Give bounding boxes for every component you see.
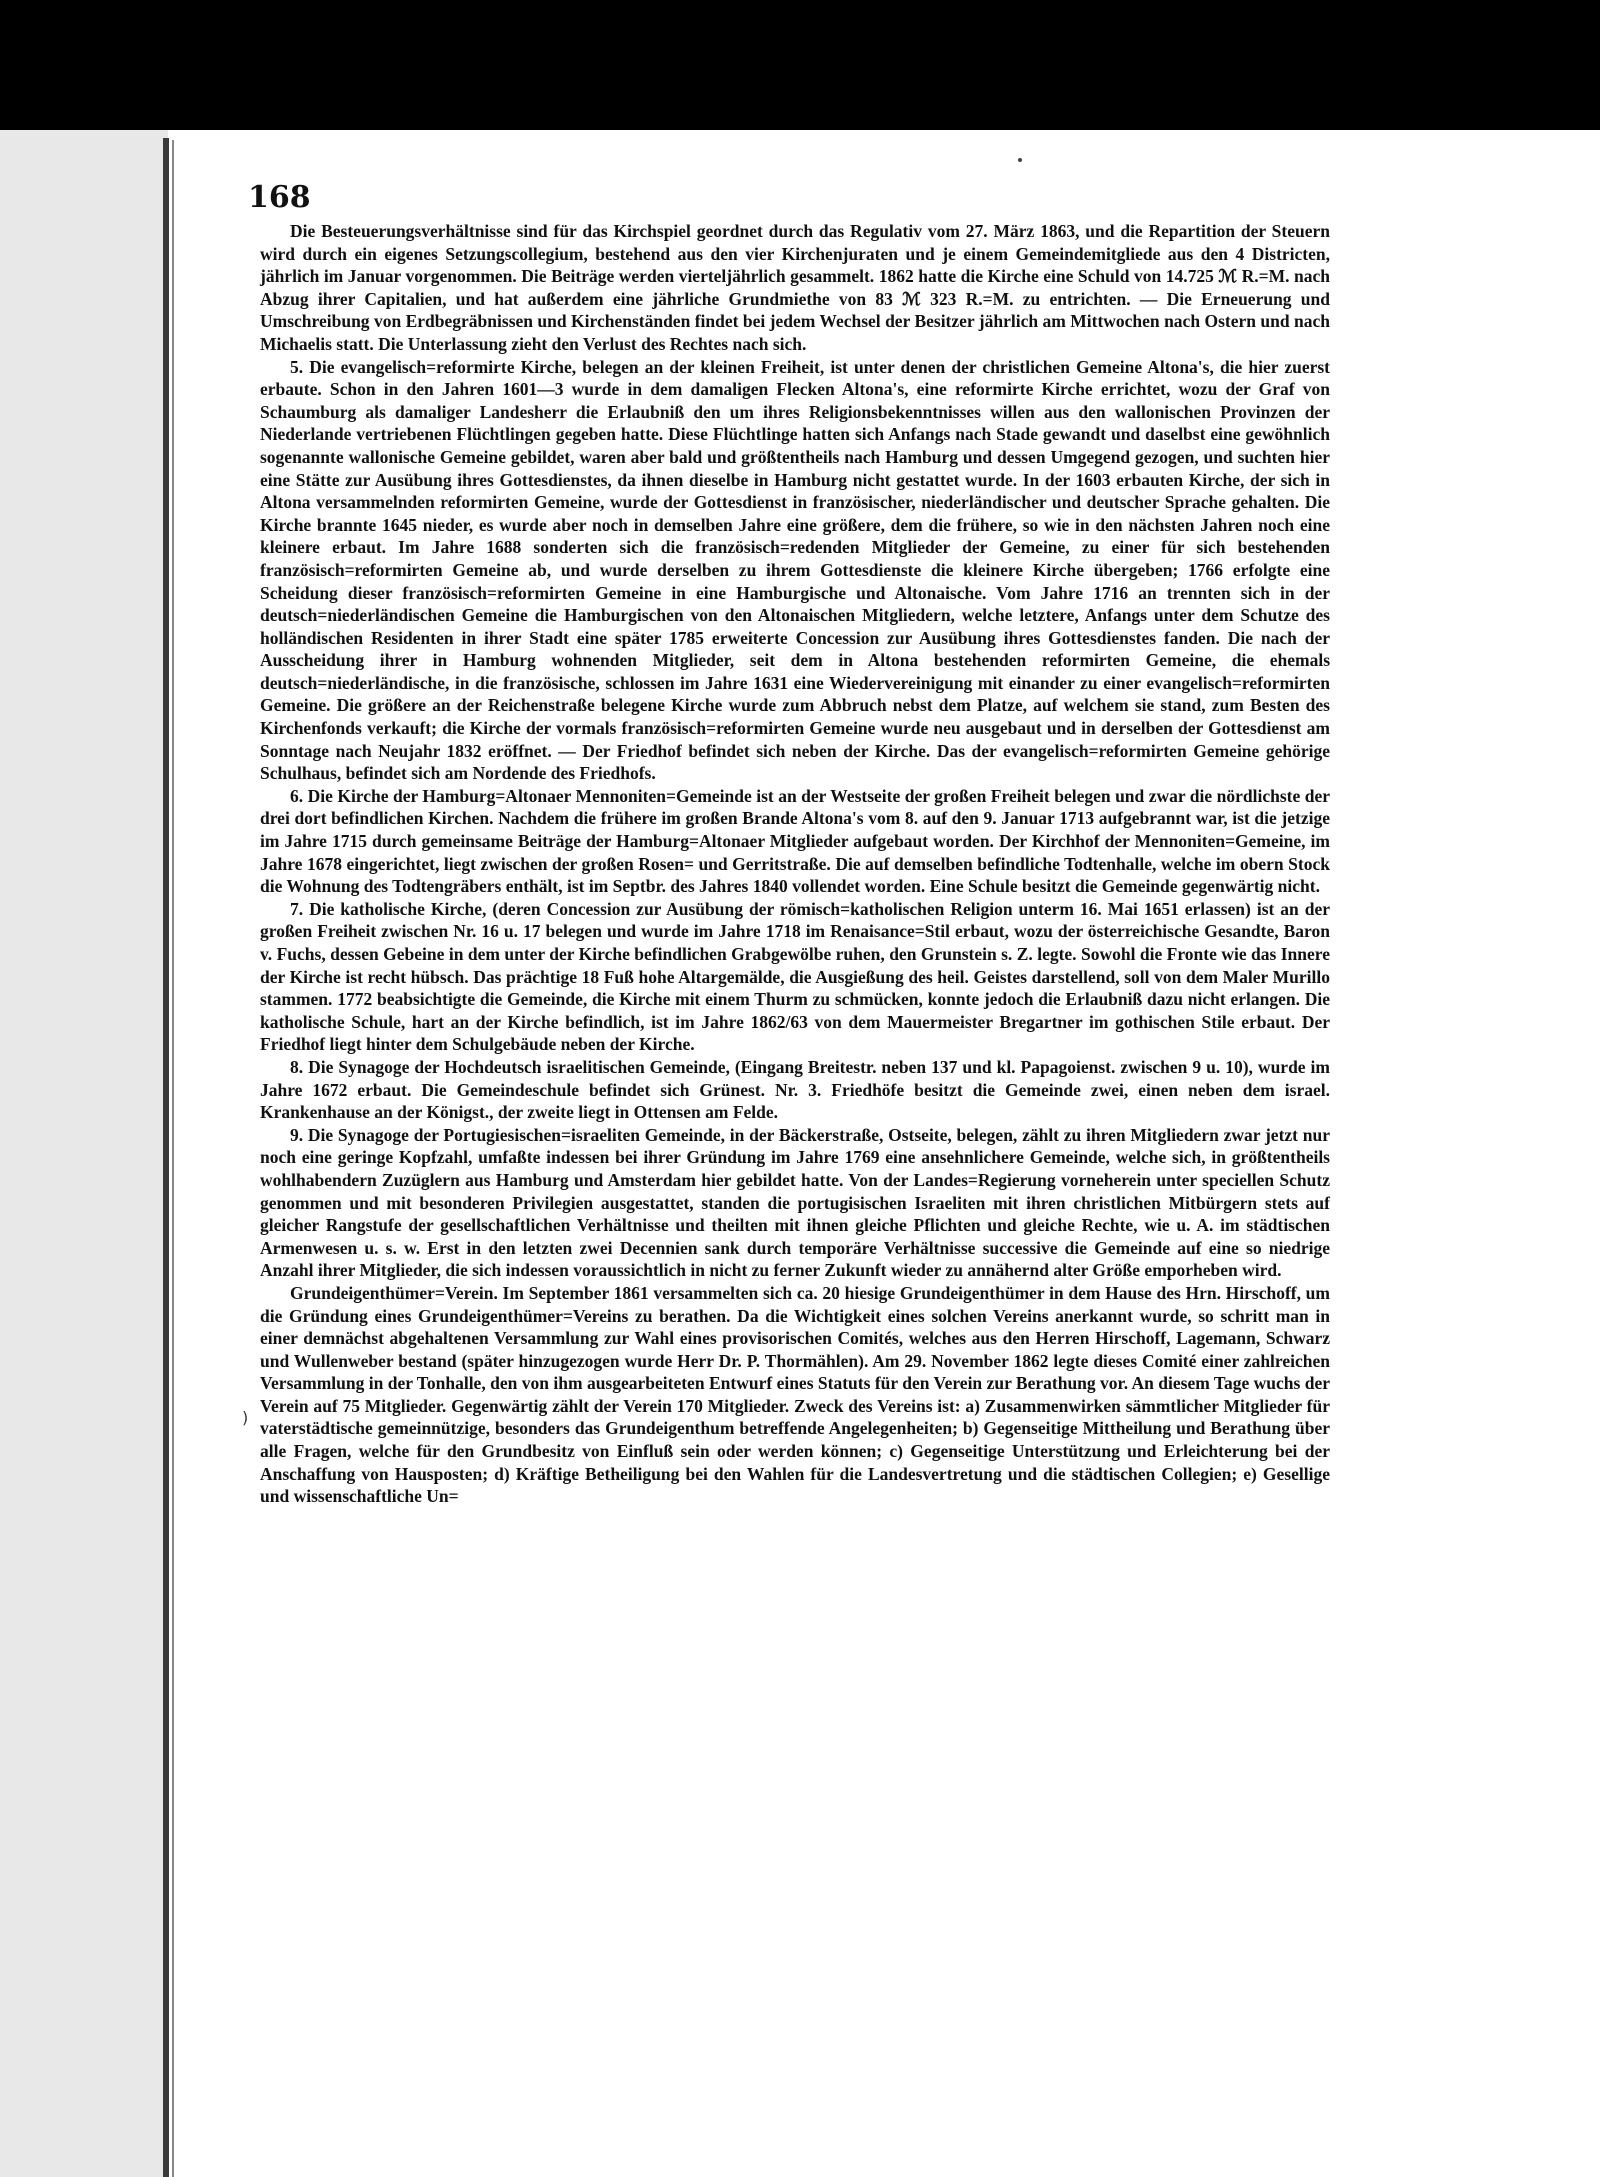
scan-clip: [108, 0, 138, 148]
scan-border-top: [0, 0, 1600, 130]
book-spine-edge-inner: [172, 140, 174, 2177]
book-page: [176, 132, 1600, 2177]
speck: [1018, 158, 1022, 162]
margin-mark: ): [242, 1408, 249, 1427]
paragraph-portuguese-synagogue: 9. Die Synagoge der Portugiesischen=israeliten Gemeinde, in der Bäckerstraße, Ostseite, belegen, zählt zu ihren Mitgliedern zwar jetzt nur noch eine geringe Kopfzahl, umfaßte indessen bei ihrer Gründung im Jahre 1769 eine ansehnlichere Gemeinde, welche sich, in größtentheils wohlhabendern Zuzüglern aus Hamburg und Amsterdam hier gebildet hatte. Von der Landes=Regierung vorneherein unter speciellen Schutz genommen und mit besonderen Privilegien ausgestattet, standen die portugisischen Israeliten mit ihren christlichen Mitbürgern stets auf gleicher Rangstufe der gesellschaftlichen Verhältnisse und theilten mit ihnen gleiche Pflichten und gleiche Rechte, wie u. A. im städtischen Armenwesen u. s. w. Erst in den letzten zwei Decennien sank durch temporäre Verhältnisse successive die Gemeinde auf eine so niedrige Anzahl ihrer Mitglieder, die sich indessen voraussichtlich in nicht zu ferner Zukunft wieder zu annähernd alter Größe emporheben wird.: [260, 1124, 1330, 1281]
paragraph-reformed-church: 5. Die evangelisch=reformirte Kirche, belegen an der kleinen Freiheit, ist unter denen der christlichen Gemeine Altona's, die hier zuerst erbaute. Schon in den Jahren 1601—3 wurde in dem damaligen Flecken Altona's, eine reformirte Kirche errichtet, wozu der Graf von Schaumburg als damaliger Landesherr die Erlaubniß den um ihres Religionsbekenntnisses willen aus den wallonischen Provinzen der Niederlande vertriebenen Flüchtlingen gegeben hatte. Diese Flüchtlinge hatten sich Anfangs nach Stade gewandt und daselbst eine gewöhnlich sogenannte wallonische Gemeine gebildet, waren aber bald und größtentheils nach Hamburg und dessen Umgegend gezogen, und suchten hier eine Stätte zur Ausübung ihres Gottesdienstes, da ihnen dieselbe in Hamburg nicht gestattet wurde. In der 1603 erbauten Kirche, der sich in Altona versammelnden reformirten Gemeine, wurde der Gottesdienst in französischer, niederländischer und deutscher Sprache gehalten. Die Kirche brannte 1645 nieder, es wurde aber noch in demselben Jahre eine größere, dem die frühere, so wie in den nächsten Jahren noch eine kleinere erbaut. Im Jahre 1688 sonderten sich die französisch=redenden Mitglieder der Gemeine, zu einer für sich bestehenden französisch=reformirten Gemeine ab, und wurde derselben zu ihrem Gottesdienste die kleinere Kirche übergeben; 1766 erfolgte eine Scheidung dieser französisch=reformirten Gemeine in eine Hamburgische und Altonaische. Vom Jahre 1716 an trennten sich in der deutsch=niederländischen Gemeine die Hamburgischen von den Altonaischen Mitgliedern, welche letztere, Anfangs unter dem Schutze des holländischen Residenten in ihrer Stadt eine später 1785 erweiterte Concession zur Ausübung ihres Gottesdienstes fanden. Die nach der Ausscheidung ihrer in Hamburg wohnenden Mitglieder, seit dem in Altona bestehenden reformirten Gemeine, die ehemals deutsch=niederländische, in die französische, schlossen im Jahre 1631 eine Wiedervereinigung mit einander zu einer evangelisch=reformirten Gemeine. Die größere an der Reichenstraße belegene Kirche wurde zum Abbruch nebst dem Platze, auf welchem sie stand, zum Besten des Kirchenfonds verkauft; die Kirche der vormals französisch=reformirten Gemeine wurde neu ausgebaut und in derselben der Gottesdienst am Sonntage nach Neujahr 1832 eröffnet. — Der Friedhof befindet sich neben der Kirche. Das der evangelisch=reformirten Gemeine gehörige Schulhaus, befindet sich am Nordende des Friedhofs.: [260, 356, 1330, 784]
paragraph-high-german-synagogue: 8. Die Synagoge der Hochdeutsch israelitischen Gemeinde, (Eingang Breitestr. neben 137 und kl. Papagoienst. zwischen 9 u. 10), wurde im Jahre 1672 erbaut. Die Gemeindeschule befindet sich Grünest. Nr. 3. Friedhöfe besitzt die Gemeinde zwei, einen neben dem israel. Krankenhause an der Königst., der zweite liegt in Ottensen am Felde.: [260, 1056, 1330, 1123]
paragraph-landowners-association: Grundeigenthümer=Verein. Im September 1861 versammelten sich ca. 20 hiesige Grundeigenthümer in dem Hause des Hrn. Hirschoff, um die Gründung eines Grundeigenthümer=Vereins zu berathen. Da die Wichtigkeit eines solchen Vereins anerkannt wurde, so schritt man in einer demnächst abgehaltenen Versammlung zur Wahl eines provisorischen Comités, welches aus den Herren Hirschoff, Lagemann, Schwarz und Wullenweber bestand (später hinzugezogen wurde Herr Dr. P. Thormählen). Am 29. November 1862 legte dieses Comité einer zahlreichen Versammlung in der Tonhalle, den von ihm ausgearbeiteten Entwurf eines Statuts für den Verein zur Berathung vor. An diesem Tage wuchs der Verein auf 75 Mitglieder. Gegenwärtig zählt der Verein 170 Mitglieder. Zweck des Vereins ist: a) Zusammenwirken sämmtlicher Mitglieder für vaterstädtische gemeinnützige, besonders das Grundeigenthum betreffende Angelegenheiten; b) Gegenseitige Mittheilung und Berathung über alle Fragen, welche für den Grundbesitz von Einfluß sein oder werden können; c) Gegenseitige Unterstützung und Erleichterung bei der Anschaffung von Hausposten; d) Kräftige Betheiligung bei den Wahlen für die Landesvertretung und die städtischen Collegien; e) Gesellige und wissenschaftliche Un=: [260, 1282, 1330, 1507]
paragraph-catholic-church: 7. Die katholische Kirche, (deren Concession zur Ausübung der römisch=katholischen Religion unterm 16. Mai 1651 erlassen) ist an der großen Freiheit zwischen Nr. 16 u. 17 belegen und wurde im Jahre 1718 im Renaisance=Stil erbaut, wozu der österreichische Gesandte, Baron v. Fuchs, dessen Gebeine in dem unter der Kirche befindlichen Grabgewölbe ruhen, den Grunstein s. Z. legte. Sowohl die Fronte wie das Innere der Kirche ist recht hübsch. Das prächtige 18 Fuß hohe Altargemälde, die Ausgießung des heil. Geistes darstellend, soll von dem Maler Murillo stammen. 1772 beabsichtigte die Gemeinde, die Kirche mit einem Thurm zu schmücken, konnte jedoch die Erlaubniß dazu nicht erlangen. Die katholische Schule, hart an der Kirche befindlich, ist im Jahre 1862/63 von dem Mauermeister Bregartner im gothischen Stile erbaut. Der Friedhof liegt hinter dem Schulgebäude neben der Kirche.: [260, 898, 1330, 1055]
scan-margin-left: [0, 130, 168, 2177]
text-column: [260, 220, 1330, 1508]
paragraph-mennonite-church: 6. Die Kirche der Hamburg=Altonaer Mennoniten=Gemeinde ist an der Westseite der großen Freiheit belegen und zwar die nördlichste der drei dort befindlichen Kirchen. Nachdem die frühere im großen Brande Altona's vom 8. auf den 9. Januar 1713 aufgebrannt war, ist die jetzige im Jahre 1715 durch gemeinsame Beiträge der Hamburg=Altonaer Mitglieder aufgebaut worden. Der Kirchhof der Mennoniten=Gemeine, im Jahre 1678 eingerichtet, liegt zwischen der großen Rosen= und Gerritstraße. Die auf demselben befindliche Todtenhalle, welche im obern Stock die Wohnung des Todtengräbers enthält, ist im Septbr. des Jahres 1840 vollendet worden. Eine Schule besitzt die Gemeinde gegenwärtig nicht.: [260, 785, 1330, 897]
book-spine-edge: [163, 138, 169, 2177]
page-number: 168: [248, 180, 311, 215]
paragraph-taxation: Die Besteuerungsverhältnisse sind für das Kirchspiel geordnet durch das Regulativ vom 27. März 1863, und die Repartition der Steuern wird durch ein eigenes Setzungscollegium, bestehend aus den vier Kirchenjuraten und je einem Gemeindemitgliede aus den 4 Districten, jährlich im Januar vorgenommen. Die Beiträge werden vierteljährlich gesammelt. 1862 hatte die Kirche eine Schuld von 14.725 ℳ R.=M. nach Abzug ihrer Capitalien, und hat außerdem eine jährliche Grundmiethe von 83 ℳ 323 R.=M. zu entrichten. — Die Erneuerung und Umschreibung von Erdbegräbnissen und Kirchenständen findet bei jedem Wechsel der Besitzer jährlich am Mittwochen nach Ostern und nach Michaelis statt. Die Unterlassung zieht den Verlust des Rechtes nach sich.: [260, 221, 1330, 354]
